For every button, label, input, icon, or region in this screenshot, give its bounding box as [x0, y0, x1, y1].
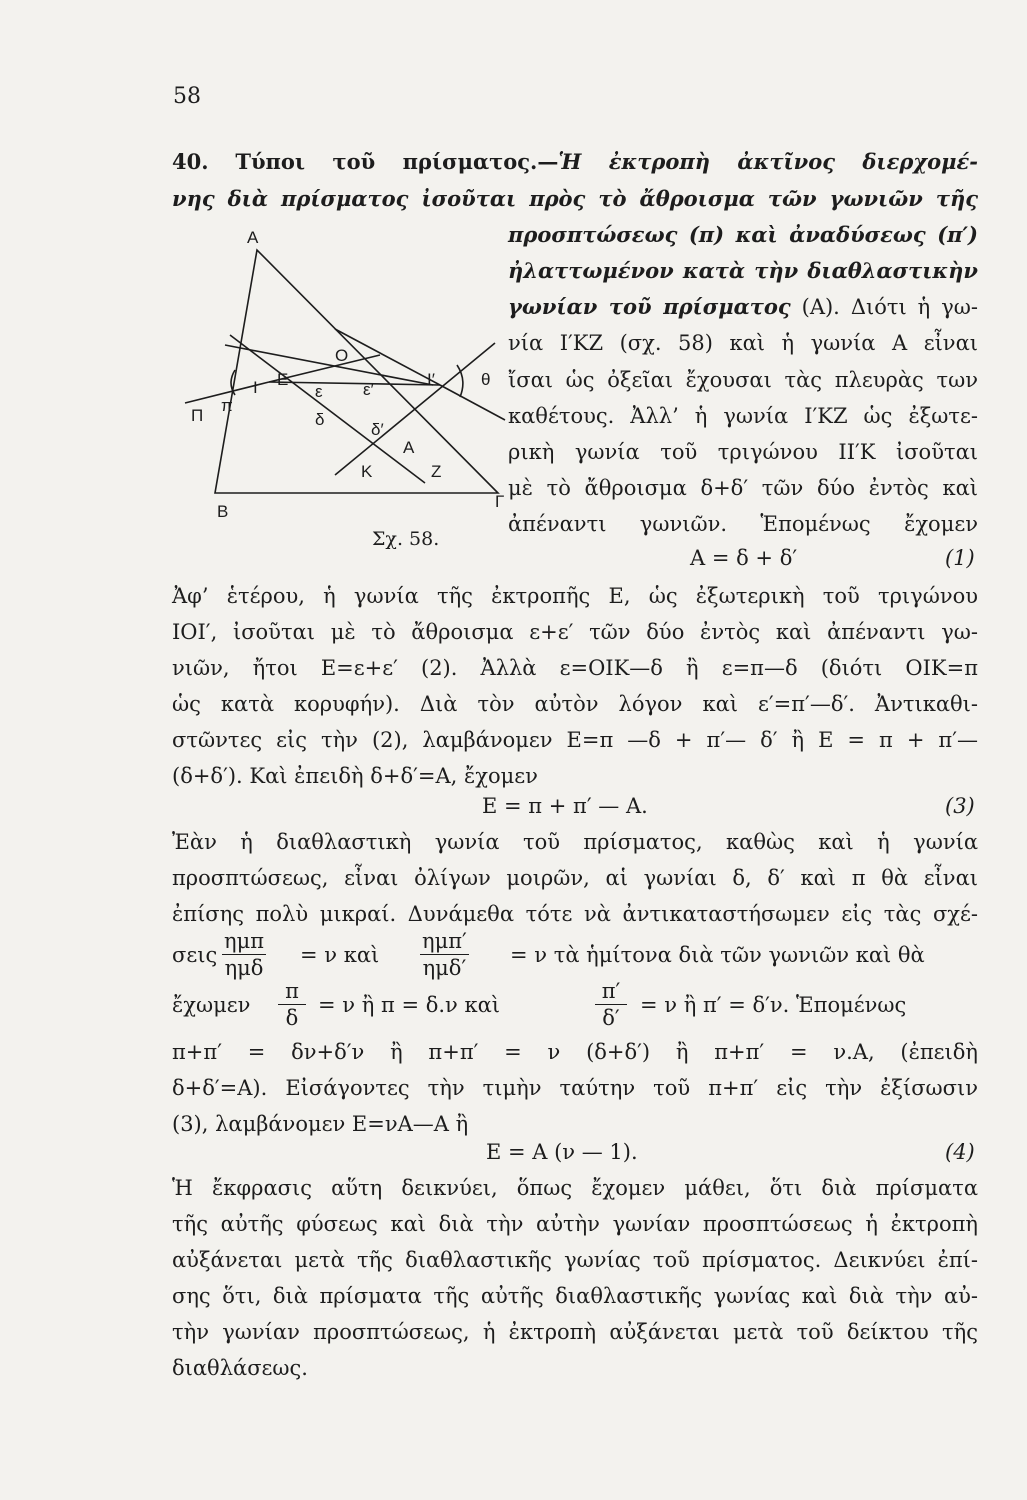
- label-P: Π: [191, 406, 204, 425]
- para4-line-1: π+π′ = δν+δ′ν ἢ π+π′ = ν (δ+δ′) ἢ π+π′ = ν.Α, (ἐπειδὴ: [172, 1040, 978, 1064]
- para4-line-2: δ+δ′=Α). Εἰσάγοντες τὴν τιμὴν ταύτην τοῦ π+π′ εἰς τὴν ἐξίσωσιν: [172, 1076, 978, 1100]
- theorem-line-2: νης διὰ πρίσματος ἰσοῦται πρὸς τὸ ἄθροισμα τῶν γωνιῶν τῆς: [172, 186, 978, 211]
- para3-line-1: Ἐὰν ἡ διαθλαστικὴ γωνία τοῦ πρίσματος, καθὼς καὶ ἡ γωνία: [172, 830, 978, 854]
- frac1-denominator: ημδ: [224, 956, 264, 980]
- para5-line-3: αὐξάνεται μετὰ τῆς διαθλαστικῆς γωνίας τοῦ πρίσματος. Δεικνύει ἐπί-: [172, 1248, 978, 1272]
- para5-line-4: σης ὅτι, διὰ πρίσματα τῆς αὐτῆς διαθλαστικῆς γωνίας καὶ διὰ τὴν αὐ-: [172, 1284, 978, 1308]
- para2-line-4: ὡς κατὰ κορυφήν). Διὰ τὸν αὐτὸν λόγον καὶ ε′=π′—δ′. Ἀντικαθι-: [172, 692, 978, 716]
- section-title: Τύποι τοῦ πρίσματος.—: [235, 149, 559, 174]
- approx-mid-2: = ν ἢ π′ = δ′ν. Ἑπομένως: [640, 993, 907, 1017]
- label-O: Ο: [335, 346, 349, 365]
- label-B: Β: [217, 502, 229, 521]
- para3-line-3: ἐπίσης πολὺ μικραί. Δυνάμεθα τότε νὰ ἀντικαταστήσωμεν εἰς τὰς σχέ-: [172, 902, 978, 926]
- theorem-line-5: [508, 293, 978, 321]
- normal-right: [335, 343, 495, 475]
- theorem-line-4: ἠλαττωμένον κατὰ τὴν διαθλαστικὴν: [508, 258, 978, 283]
- para2-line-6: (δ+δ′). Καὶ ἐπειδὴ δ+δ′=Α, ἔχομεν: [172, 764, 538, 788]
- page-number: 58: [173, 84, 201, 109]
- fraction-pi-over-delta: [278, 978, 306, 1031]
- label-eps2: ε′: [363, 380, 374, 399]
- frac3-numerator: π: [278, 978, 306, 1005]
- text-line-7: ἴσαι ὡς ὀξεῖαι ἔχουσαι τὰς πλευρὰς των: [508, 368, 978, 392]
- para4-line-3: (3), λαμβάνομεν Ε=νΑ—Α ἢ: [172, 1112, 469, 1136]
- fraction-sin-pi-over-sin-delta: [222, 928, 266, 981]
- text-line-8: καθέτους. Ἀλλ’ ἡ γωνία Ι′ΚΖ ὡς ἐξωτε-: [508, 404, 978, 428]
- frac3-denominator: δ: [285, 1006, 299, 1030]
- label-I: Ι: [253, 378, 258, 397]
- label-pi: π: [221, 396, 233, 415]
- text-line-11: ἀπέναντι γωνιῶν. Ἑπομένως ἔχομεν: [508, 512, 978, 536]
- emergent-ray: [440, 385, 505, 420]
- label-delta2: δ′: [371, 420, 384, 439]
- equation-4: Ε = Α (ν — 1).: [486, 1140, 638, 1164]
- theorem-line-5a: γωνίαν τοῦ πρίσματος: [508, 294, 791, 319]
- para2-line-2: ΙΟΙ′, ἰσοῦται μὲ τὸ ἄθροισμα ε+ε′ τῶν δύο ἐντὸς καὶ ἀπέναντι γω-: [172, 620, 978, 644]
- frac1-numerator: ημπ: [224, 929, 265, 953]
- para3-line-2: προσπτώσεως, εἶναι ὀλίγων μοιρῶν, αἱ γωνίαι δ, δ′ καὶ π θὰ εἶναι: [172, 866, 978, 890]
- equation-3: Ε = π + π′ — Α.: [482, 794, 648, 818]
- para5-line-2: τῆς αὐτῆς φύσεως καὶ διὰ τὴν αὐτὴν γωνίαν προσπτώσεως ἡ ἐκτροπὴ: [172, 1212, 978, 1236]
- prism-figure: [191, 225, 525, 535]
- para2-line-3: νιῶν, ἤτοι Ε=ε+ε′ (2). Ἀλλὰ ε=ΟΙΚ—δ ἢ ε=π—δ (διότι ΟΙΚ=π: [172, 656, 978, 680]
- normal-left: [230, 335, 425, 483]
- label-delta: δ: [315, 410, 325, 429]
- fraction-pi2-over-delta2: [595, 978, 627, 1031]
- equation-4-number: (4): [945, 1140, 975, 1164]
- figure-caption: Σχ. 58.: [372, 528, 440, 550]
- frac2-denominator: ημδ′: [422, 956, 467, 980]
- frac4-numerator: π′: [595, 978, 627, 1005]
- label-Z: Ζ: [431, 462, 442, 481]
- theorem-line-3: προσπτώσεως (π) καὶ ἀναδύσεως (π′): [508, 222, 978, 247]
- text-line-10: μὲ τὸ ἄθροισμα δ+δ′ τῶν δύο ἐντὸς καὶ: [508, 476, 978, 500]
- para2-line-1: Ἀφ’ ἑτέρου, ἡ γωνία τῆς ἐκτροπῆς Ε, ὡς ἐξωτερικὴ τοῦ τριγώνου: [172, 584, 978, 608]
- label-E: Ε: [277, 370, 289, 389]
- label-K: Κ: [361, 462, 373, 481]
- label-eps: ε: [315, 382, 323, 401]
- approx-pre: ἔχωμεν: [172, 993, 251, 1017]
- fraction-sin-pi2-over-sin-delta2: [420, 928, 469, 981]
- equation-1-number: (1): [945, 546, 975, 570]
- approx-mid-1: = ν ἢ π = δ.ν καὶ: [318, 993, 501, 1017]
- sines-mid-2: = ν τὰ ἡμίτονα διὰ τῶν γωνιῶν καὶ θὰ: [510, 943, 925, 967]
- label-A2: Α: [403, 438, 415, 457]
- sines-mid-1: = ν καὶ: [300, 943, 380, 967]
- equation-1: Α = δ + δ′: [690, 546, 798, 570]
- label-A: Α: [247, 228, 259, 247]
- sines-pre: σεις: [172, 943, 218, 967]
- para5-line-5: τὴν γωνίαν προσπτώσεως, ἡ ἐκτροπὴ αὐξάνεται μετὰ τοῦ δείκτου τῆς: [172, 1320, 978, 1344]
- section-heading-line-1: [172, 148, 978, 176]
- label-I2: Ι′: [427, 370, 435, 389]
- equation-3-number: (3): [945, 794, 975, 818]
- theorem-line-5b: (Α). Διότι ἡ γω-: [790, 295, 978, 319]
- para5-line-1: Ἡ ἔκφρασις αὕτη δεικνύει, ὅπως ἔχομεν μάθει, ὅτι διὰ πρίσματα: [172, 1176, 978, 1200]
- label-theta: θ: [481, 370, 491, 389]
- para5-line-6: διαθλάσεως.: [172, 1356, 308, 1380]
- text-line-6: νία Ι′ΚΖ (σχ. 58) καὶ ἡ γωνία Α εἶναι: [508, 331, 978, 355]
- frac4-denominator: δ′: [602, 1006, 620, 1030]
- frac2-numerator: ημπ′: [422, 929, 467, 953]
- label-G: Γ: [495, 492, 505, 511]
- text-line-9: ρικὴ γωνία τοῦ τριγώνου ΙΙ′Κ ἰσοῦται: [508, 440, 978, 464]
- theorem-line-1: Ἡ ἐκτροπὴ ἀκτῖνος διερχομέ-: [558, 149, 978, 174]
- section-number: 40.: [172, 149, 209, 174]
- para2-line-5: στῶντες εἰς τὴν (2), λαμβάνομεν Ε=π —δ + π′— δ′ ἢ Ε = π + π′—: [172, 728, 978, 752]
